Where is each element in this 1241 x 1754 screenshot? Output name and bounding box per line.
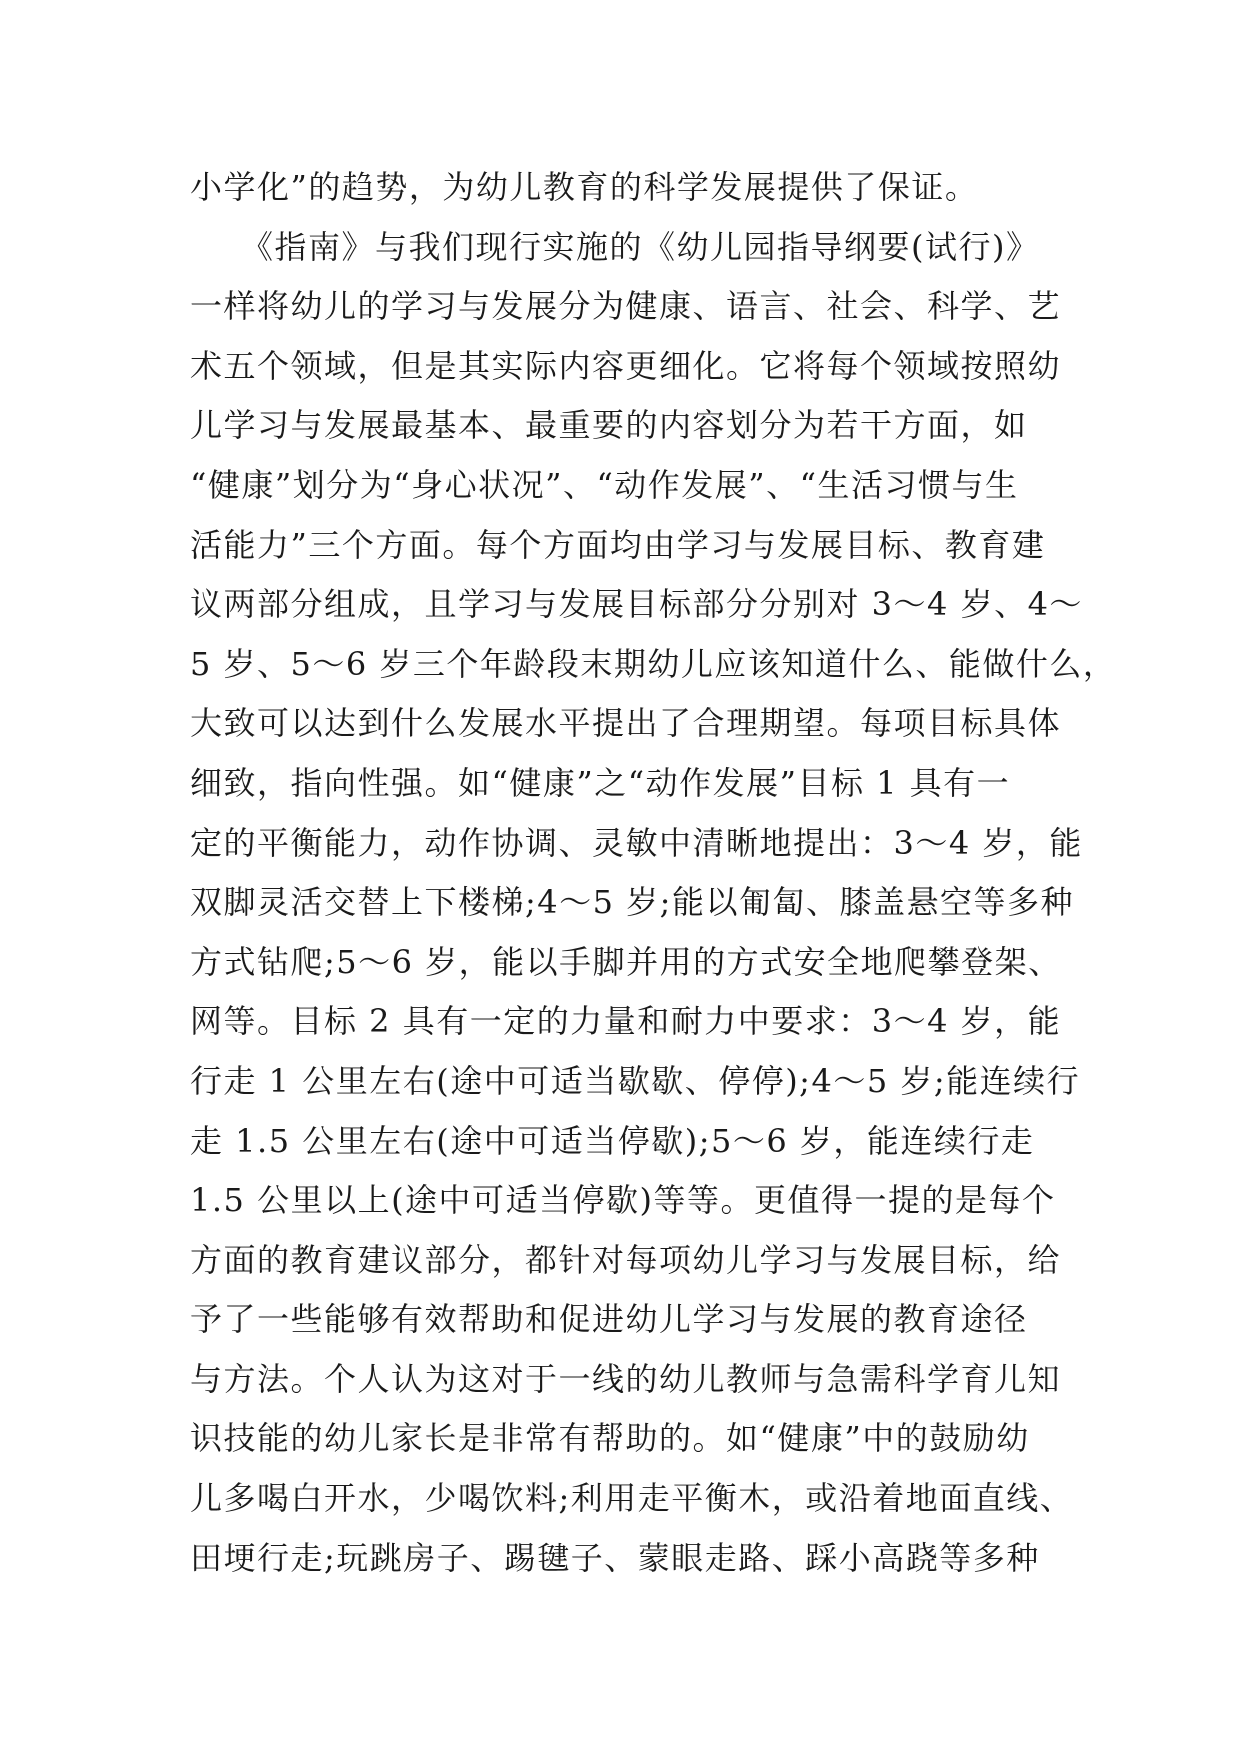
text-line: 1.5 公里以上(途中可适当停歇)等等。更值得一提的是每个 — [190, 1181, 1056, 1220]
text-line: 定的平衡能力，动作协调、灵敏中清晰地提出：3～4 岁，能 — [190, 823, 1083, 862]
text-line: 与方法。个人认为这对于一线的幼儿教师与急需科学育儿知 — [190, 1359, 1062, 1398]
text-line: 5 岁、5～6 岁三个年龄段末期幼儿应该知道什么、能做什么， — [190, 644, 1117, 683]
text-line: 田埂行走;玩跳房子、踢毽子、蒙眼走路、踩小高跷等多种 — [190, 1538, 1040, 1577]
text-line: 行走 1 公里左右(途中可适当歇歇、停停);4～5 岁;能连续行 — [190, 1061, 1081, 1100]
text-line: 细致，指向性强。如“健康”之“动作发展”目标 1 具有一 — [190, 763, 1011, 802]
text-line: 予了一些能够有效帮助和促进幼儿学习与发展的教育途径 — [190, 1300, 1028, 1339]
body-text — [190, 158, 1117, 1588]
text-line: 术五个领域，但是其实际内容更细化。它将每个领域按照幼 — [190, 346, 1062, 385]
text-line: 活能力”三个方面。每个方面均由学习与发展目标、教育建 — [190, 525, 1046, 564]
text-line: 方面的教育建议部分，都针对每项幼儿学习与发展目标，给 — [190, 1240, 1062, 1279]
text-line: 儿学习与发展最基本、最重要的内容划分为若干方面，如 — [190, 406, 1028, 445]
text-line: 儿多喝白开水，少喝饮料;利用走平衡木，或沿着地面直线、 — [190, 1479, 1074, 1518]
text-line: 识技能的幼儿家长是非常有帮助的。如“健康”中的鼓励幼 — [190, 1419, 1030, 1458]
text-line: 大致可以达到什么发展水平提出了合理期望。每项目标具体 — [190, 704, 1062, 743]
text-line: 方式钻爬;5～6 岁，能以手脚并用的方式安全地爬攀登架、 — [190, 942, 1062, 981]
text-line: 小学化”的趋势，为幼儿教育的科学发展提供了保证。 — [190, 168, 979, 206]
text-line: 议两部分组成，且学习与发展目标部分分别对 3～4 岁、4～ — [190, 585, 1083, 624]
text-line: 《指南》与我们现行实施的《幼儿园指导纲要(试行)》 — [190, 227, 1040, 266]
text-line: 网等。目标 2 具有一定的力量和耐力中要求：3～4 岁，能 — [190, 1002, 1062, 1041]
text-line: 走 1.5 公里左右(途中可适当停歇);5～6 岁，能连续行走 — [190, 1121, 1035, 1160]
text-line: 一样将幼儿的学习与发展分为健康、语言、社会、科学、艺 — [190, 287, 1062, 326]
text-line: 双脚灵活交替上下楼梯;4～5 岁;能以匍匐、膝盖悬空等多种 — [190, 883, 1074, 922]
text-line: “健康”划分为“身心状况”、“动作发展”、“生活习惯与生 — [190, 465, 1019, 504]
